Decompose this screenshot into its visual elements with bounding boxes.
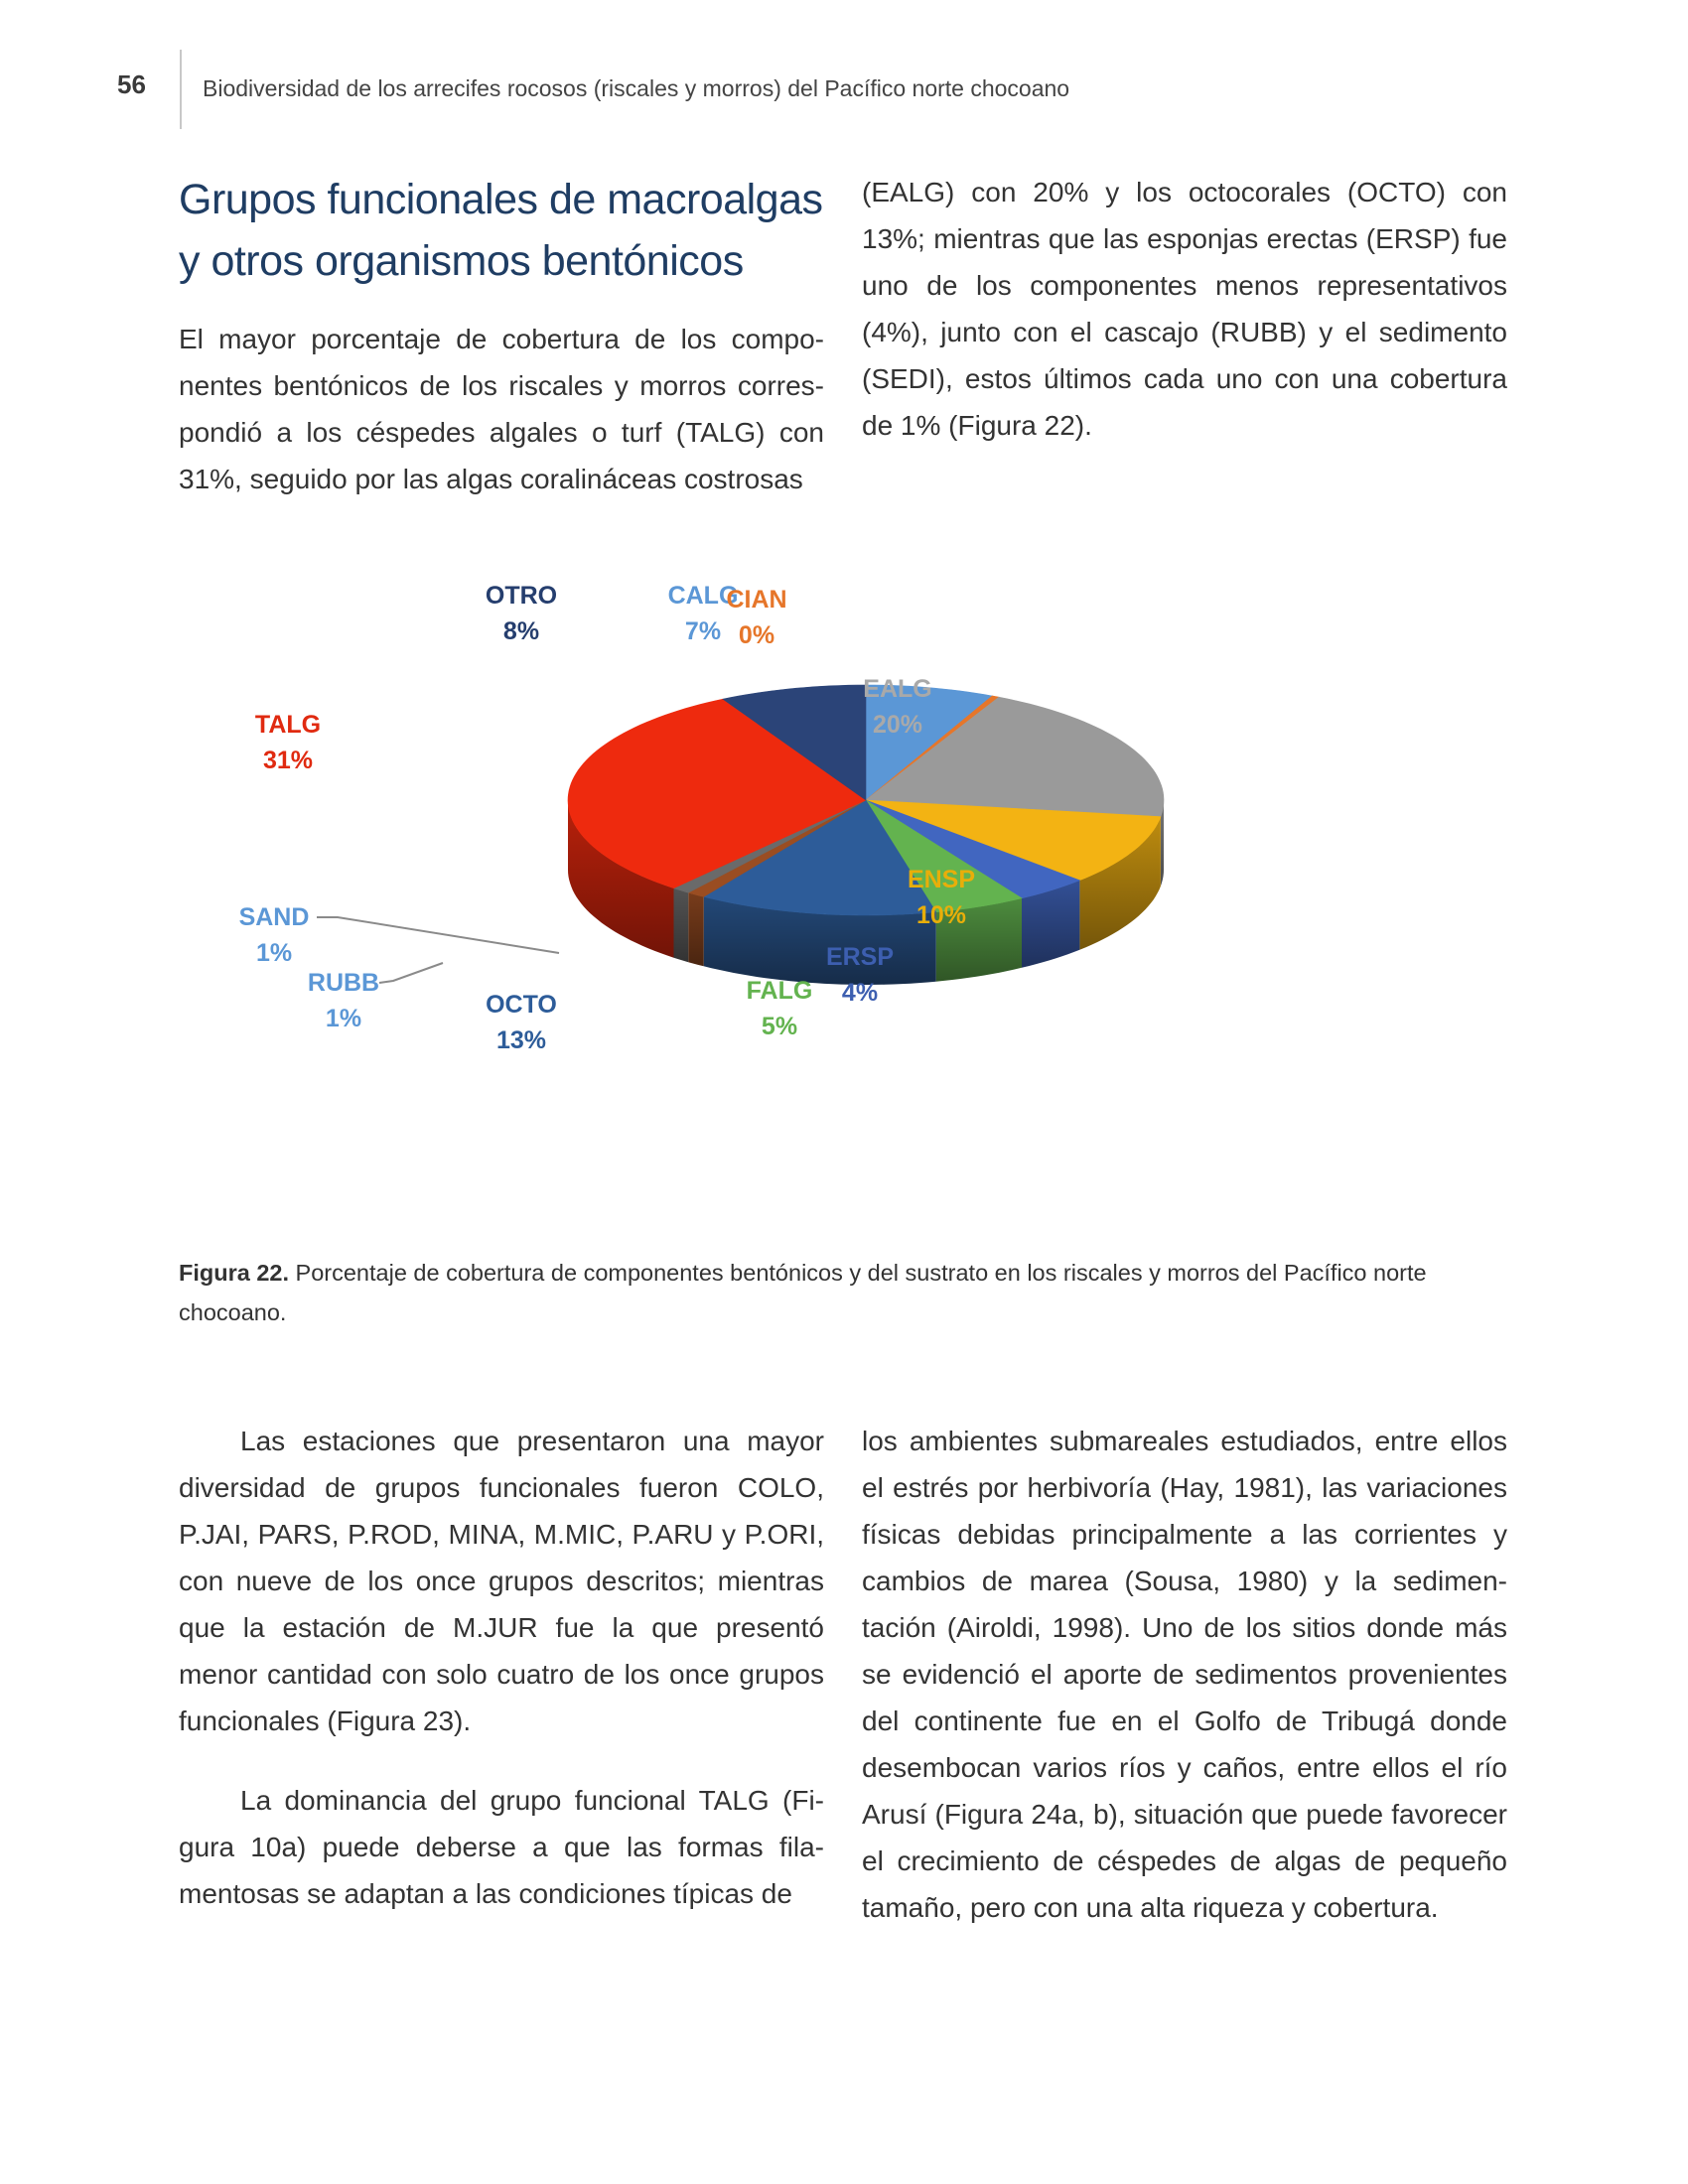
pie-label-ealg: EALG (863, 675, 932, 703)
pie-label-calg: CALG (667, 582, 739, 610)
body-paragraph-left-1: Las estaciones que presentaron una mayor diversidad de grupos funcionales fueron COLO, P.JAI, PARS, P.ROD, MINA, M.MIC, P.ARU y P.ORI, con nueve de los once grupos descritos; mientras que la estación de M.JUR fue la que presentó menor cantidad con solo cuatro de los once grupos funcionales (Figura 23). (179, 1426, 824, 1736)
pie-value-falg: 5% (761, 1013, 798, 1040)
pie-value-talg: 31% (262, 747, 314, 774)
pie-value-otro: 8% (502, 617, 540, 645)
header-divider (180, 50, 182, 129)
pie-label-rubb: RUBB (307, 969, 380, 997)
figure-caption-label: Figura 22. (179, 1260, 290, 1286)
pie-value-ensp: 10% (915, 901, 967, 929)
running-title: Biodiversidad de los arrecifes rocosos (riscales y morros) del Pacífico norte chocoano (203, 75, 1070, 101)
pie-label-otro: OTRO (485, 582, 558, 610)
pie-label-ersp: ERSP (825, 943, 895, 971)
pie-chart (238, 556, 1390, 1231)
body-paragraph-left-2: La dominancia del grupo funcional TALG (Figura 10a) puede deberse a que las formas filamentosas se adaptan a las condiciones típicas de (179, 1785, 824, 1909)
intro-paragraph-right: (EALG) con 20% y los octocorales (OCTO) con 13%; mientras que las esponjas erectas (ERSP) fue uno de los componentes menos representativos (4%), junto con el cascajo (RUBB) y el sedimento (SEDI), estos últimos cada uno con una cobertura de 1% (Figura 22). (862, 177, 1507, 441)
section-title (179, 169, 834, 292)
pie-value-rubb: 1% (325, 1005, 362, 1032)
pie-value-sand: 1% (255, 939, 293, 967)
figure-caption-text: Porcentaje de cobertura de componentes bentónicos y del sustrato en los riscales y morros del Pacífico norte chocoano. (179, 1260, 1427, 1325)
pie-label-talg: TALG (254, 711, 322, 739)
figure-caption (179, 1253, 1509, 1332)
section-title-line-2: y otros organismos bentónicos (179, 237, 744, 285)
page-number: 56 (117, 69, 146, 99)
pie-label-cian: CIAN (726, 586, 787, 614)
intro-paragraph-left: El mayor porcentaje de cobertura de los componentes bentónicos de los riscales y morros correspondió a los céspedes algales o turf (TALG) con 31%, seguido por las algas coralináceas costrosas (179, 324, 824, 494)
section-title-line-1: Grupos funcionales de macroalgas (179, 176, 823, 223)
pie-value-ersp: 4% (841, 979, 879, 1007)
leader-line-rubb (379, 963, 443, 983)
pie-label-sand: SAND (238, 903, 310, 931)
pie-label-octo: OCTO (486, 991, 557, 1019)
pie-side-sand (674, 888, 689, 963)
pie-label-falg: FALG (746, 977, 813, 1005)
pie-value-octo: 13% (495, 1026, 547, 1054)
pie-value-cian: 0% (738, 621, 775, 649)
pie-side-rubb (688, 892, 704, 966)
pie-value-calg: 7% (684, 617, 722, 645)
body-paragraph-right: los ambientes submareales estudiados, entre ellos el estrés por herbivoría (Hay, 1981), las variaciones físicas debidas principalmente a las corrientes y cambios de marea (Sousa, 1980) y la sedimentación (Airoldi, 1998). Uno de los sitios donde más se evidenció el aporte de sedimentos provenientes del continente fue en el Golfo de Tribugá donde desembocan varios ríos y caños, entre ellos el río Arusí (Figura 24a, b), situación que puede favorecer el crecimiento de céspedes de algas de pequeño tamaño, pero con una alta riqueza y cobertura. (862, 1426, 1507, 1923)
pie-label-ensp: ENSP (907, 866, 976, 893)
pie-chart-svg (238, 556, 1390, 1231)
leader-line-sand (317, 917, 559, 953)
pie-value-ealg: 20% (872, 711, 923, 739)
